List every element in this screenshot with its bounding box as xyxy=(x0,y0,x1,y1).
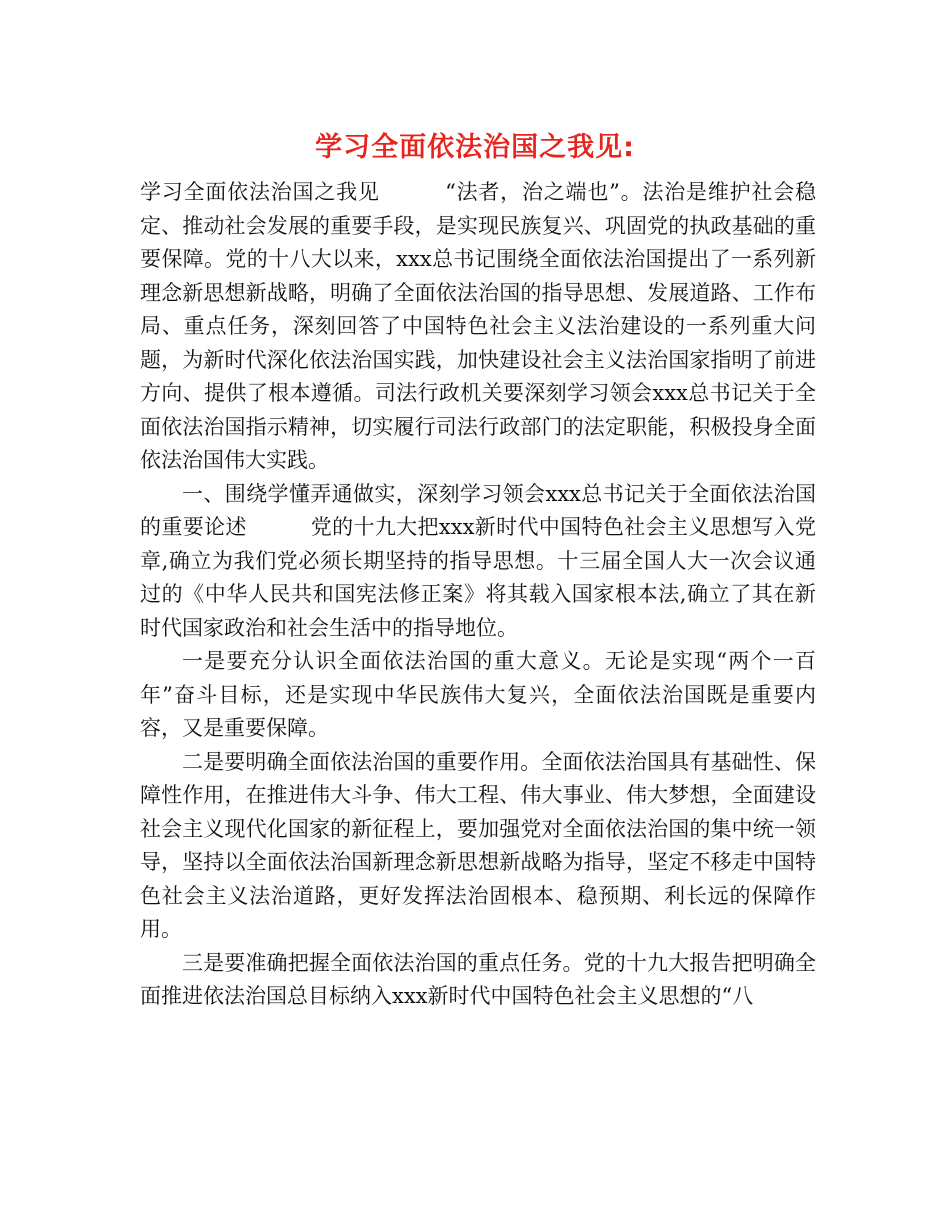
document-body xyxy=(140,176,816,1014)
paragraph-intro: 学习全面依法治国之我见 “法者，治之端也”。法治是维护社会稳定、推动社会发展的重要手段，是实现民族复兴、巩固党的执政基础的重要保障。党的十八大以来，xxx总书记围绕全面依法治国提出了一系列新理念新思想新战略，明确了全面依法治国的指导思想、发展道路、工作布局、重点任务，深刻回答了中国特色社会主义法治建设的一系列重大问题，为新时代深化依法治国实践，加快建设社会主义法治国家指明了前进方向、提供了根本遵循。司法行政机关要深刻学习领会xxx总书记关于全面依法治国指示精神，切实履行司法行政部门的法定职能，积极投身全面依法治国伟大实践。 xyxy=(140,180,816,472)
paragraph-point-one: 一是要充分认识全面依法治国的重大意义。无论是实现“两个一百年”奋斗目标，还是实现中华民族伟大复兴，全面依法治国既是重要内容，又是重要保障。 xyxy=(140,649,816,740)
paragraph-section-one: 一、围绕学懂弄通做实，深刻学习领会xxx总书记关于全面依法治国的重要论述 党的十九大把xxx新时代中国特色社会主义思想写入党章,确立为我们党必须长期坚持的指导思想。十三届全国人大一次会议通过的《中华人民共和国宪法修正案》将其载入国家根本法,确立了其在新时代国家政治和社会生活中的指导地位。 xyxy=(140,481,816,640)
paragraph-point-three: 三是要准确把握全面依法治国的重点任务。党的十九大报告把明确全面推进依法治国总目标纳入xxx新时代中国特色社会主义思想的“八 xyxy=(140,950,816,1008)
document-title: 学习全面依法治国之我见: xyxy=(315,132,635,163)
paragraph-point-two: 二是要明确全面依法治国的重要作用。全面依法治国具有基础性、保障性作用，在推进伟大斗争、伟大工程、伟大事业、伟大梦想，全面建设社会主义现代化国家的新征程上，要加强党对全面依法治国的集中统一领导，坚持以全面依法治国新理念新思想新战略为指导，坚定不移走中国特色社会主义法治道路，更好发挥法治固根本、稳预期、利长远的保障作用。 xyxy=(140,749,816,941)
